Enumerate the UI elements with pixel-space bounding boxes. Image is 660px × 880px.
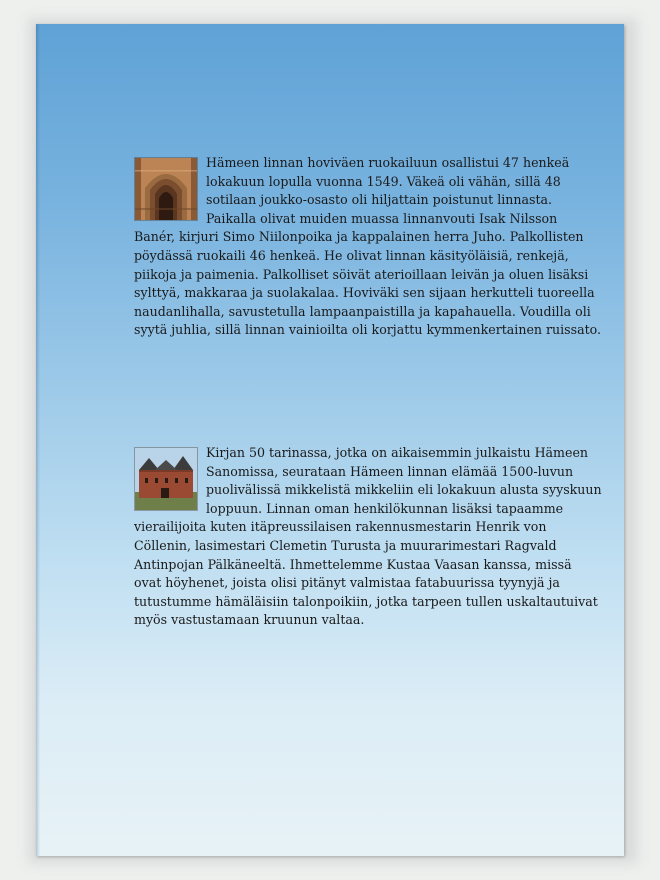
church-portal-icon (134, 157, 198, 221)
spine-edge (36, 24, 40, 856)
paragraph-2 (134, 444, 602, 630)
paragraph-2-text: Kirjan 50 tarinassa, jotka on aikaisemmin julkaistu Hämeen Sanomissa, seurataan Hämeen linnan elämää 1500-luvun puolivälissä mikkelistä mikkeliin eli lokakuun alusta syyskuun loppuun. Linnan oman henkilökunnan lisäksi tapaamme vierailijoita kuten itäpreussilaisen rakennusmestarin Henrik von Cöllenin, lasimestari Clemetin Turusta ja muurarimestari Ragvald Antinpojan Pälkäneeltä. Ihmettelemme Kustaa Vaasan kanssa, missä ovat höyhenet, joista olisi pitänyt valmistaa fatabuurissa tyynyjä ja tutustumme hämäläisiin talonpoikiin, jotka tarpeen tullen uskaltautuivat myös vastustamaan kruunun valtaa. (134, 445, 602, 628)
book-back-cover (36, 24, 624, 856)
paragraph-1 (134, 154, 602, 340)
castle-icon (134, 447, 198, 511)
paragraph-1-text: Hämeen linnan hoviväen ruokailuun osallistui 47 henkeä lokakuun lopulla vuonna 1549. Väkeä oli vähän, sillä 48 sotilaan joukko-osasto oli hiljattain poistunut linnasta. Paikalla olivat muiden muassa linnanvouti Isak Nilsson Banér, kirjuri Simo Niilonpoika ja kappalainen herra Juho. Palkollisten pöydässä ruokaili 46 henkeä. He olivat linnan käsityöläisiä, renkejä, piikoja ja paimenia. Palkolliset söivät aterioillaan leivän ja oluen lisäksi sylttyä, makkaraa ja suolakalaa. Hoviväki sen sijaan herkutteli tuoreella naudanlihalla, savustetulla lampaanpaistilla ja kapahauella. Voudilla oli syytä juhlia, sillä linnan vainioilta oli korjattu kymmenkertainen ruissato. (134, 155, 602, 338)
